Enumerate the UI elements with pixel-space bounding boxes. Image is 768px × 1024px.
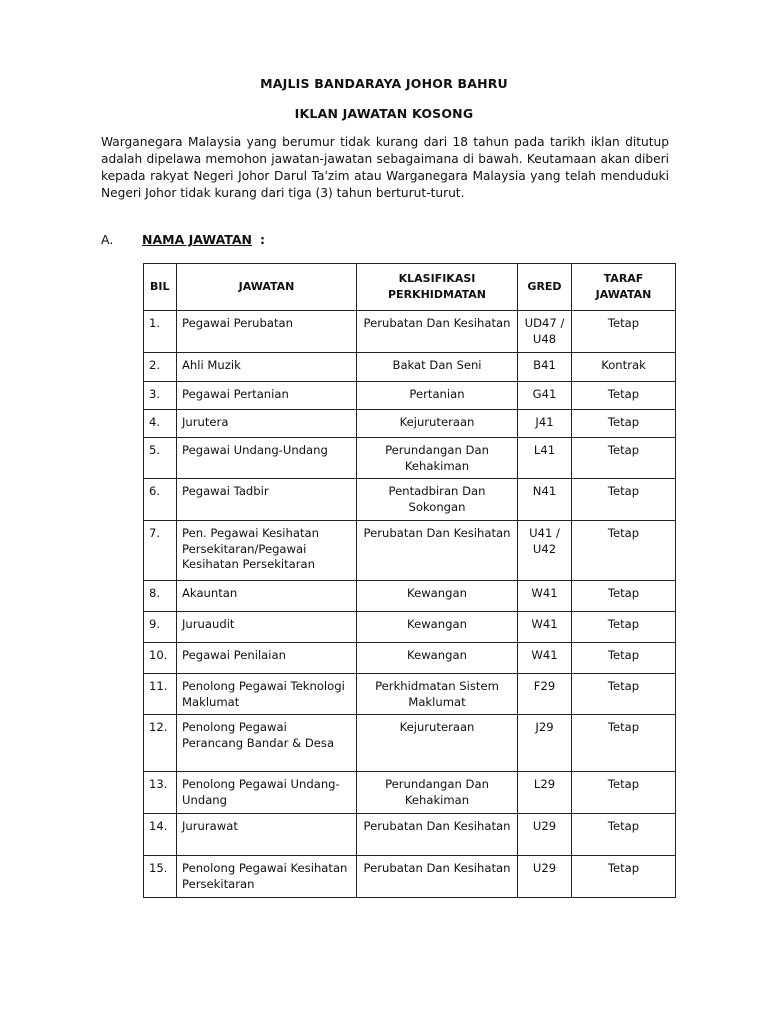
row-gred: U41 / U42 (518, 521, 572, 581)
row-gred: J29 (518, 715, 572, 772)
row-klasifikasi: Perubatan Dan Kesihatan (357, 814, 518, 856)
row-jawatan: Jururawat (177, 814, 357, 856)
table-row (144, 772, 676, 814)
row-taraf: Tetap (572, 382, 676, 410)
table-row (144, 856, 676, 898)
header-klasifikasi-line2: PERKHIDMATAN (388, 288, 486, 301)
row-klasifikasi: Pertanian (357, 382, 518, 410)
table-row (144, 438, 676, 479)
row-bil: 9. (144, 612, 177, 643)
row-taraf: Tetap (572, 581, 676, 612)
row-taraf: Tetap (572, 772, 676, 814)
row-taraf: Tetap (572, 674, 676, 715)
header-klasifikasi-line1: KLASIFIKASI (398, 272, 476, 285)
row-taraf: Tetap (572, 311, 676, 353)
header-taraf (572, 264, 676, 311)
row-jawatan: Jurutera (177, 410, 357, 438)
row-taraf: Tetap (572, 643, 676, 674)
document-subtitle: IKLAN JAWATAN KOSONG (294, 106, 474, 121)
row-jawatan: Pegawai Perubatan (177, 311, 357, 353)
row-jawatan: Juruaudit (177, 612, 357, 643)
table-row (144, 581, 676, 612)
row-klasifikasi: Kewangan (357, 612, 518, 643)
table-row (144, 521, 676, 581)
row-gred: W41 (518, 643, 572, 674)
table-row (144, 814, 676, 856)
header-bil: BIL (144, 264, 177, 311)
row-klasifikasi: Perubatan Dan Kesihatan (357, 856, 518, 898)
section-title: NAMA JAWATAN (142, 232, 252, 247)
section-heading (101, 232, 265, 247)
row-taraf: Tetap (572, 438, 676, 479)
row-jawatan: Penolong Pegawai Perancang Bandar & Desa (177, 715, 357, 772)
intro-paragraph: Warganegara Malaysia yang berumur tidak kurang dari 18 tahun pada tarikh iklan ditutup adalah dipelawa memohon jawatan-jawatan sebagaimana di bawah. Keutamaan akan diberi kepada rakyat Negeri Johor Darul Ta'zim atau Warganegara Malaysia yang telah menduduki Negeri Johor tidak kurang dari tiga (3) tahun berturut-turut. (101, 135, 669, 200)
vacancy-table (143, 263, 676, 898)
row-taraf: Tetap (572, 410, 676, 438)
row-bil: 3. (144, 382, 177, 410)
header-taraf-line2: JAWATAN (595, 288, 652, 301)
row-klasifikasi: Perundangan Dan Kehakiman (357, 438, 518, 479)
row-taraf: Tetap (572, 479, 676, 521)
row-klasifikasi: Perubatan Dan Kesihatan (357, 311, 518, 353)
table-row (144, 410, 676, 438)
row-klasifikasi: Kejuruteraan (357, 715, 518, 772)
row-bil: 12. (144, 715, 177, 772)
table-row (144, 382, 676, 410)
table-row (144, 643, 676, 674)
row-gred: L41 (518, 438, 572, 479)
table-row (144, 311, 676, 353)
row-taraf: Tetap (572, 856, 676, 898)
table-row (144, 674, 676, 715)
row-jawatan: Pegawai Penilaian (177, 643, 357, 674)
row-bil: 2. (144, 353, 177, 382)
row-jawatan: Penolong Pegawai Kesihatan Persekitaran (177, 856, 357, 898)
row-gred: B41 (518, 353, 572, 382)
row-taraf: Tetap (572, 612, 676, 643)
header-klasifikasi (357, 264, 518, 311)
row-klasifikasi: Perubatan Dan Kesihatan (357, 521, 518, 581)
row-bil: 10. (144, 643, 177, 674)
header-gred: GRED (518, 264, 572, 311)
row-taraf: Tetap (572, 814, 676, 856)
row-klasifikasi: Perkhidmatan Sistem Maklumat (357, 674, 518, 715)
row-gred: N41 (518, 479, 572, 521)
section-colon: : (259, 232, 265, 247)
row-gred: U29 (518, 856, 572, 898)
row-bil: 14. (144, 814, 177, 856)
row-gred: U29 (518, 814, 572, 856)
row-gred: W41 (518, 581, 572, 612)
header-taraf-line1: TARAF (603, 272, 644, 285)
row-bil: 11. (144, 674, 177, 715)
row-bil: 6. (144, 479, 177, 521)
row-jawatan: Pegawai Undang-Undang (177, 438, 357, 479)
row-bil: 15. (144, 856, 177, 898)
row-klasifikasi: Bakat Dan Seni (357, 353, 518, 382)
row-bil: 4. (144, 410, 177, 438)
row-bil: 8. (144, 581, 177, 612)
table-row (144, 353, 676, 382)
row-jawatan: Pen. Pegawai Kesihatan Persekitaran/Pegawai Kesihatan Persekitaran (177, 521, 357, 581)
row-bil: 13. (144, 772, 177, 814)
row-bil: 5. (144, 438, 177, 479)
row-taraf: Tetap (572, 521, 676, 581)
section-letter: A. (101, 232, 114, 247)
row-gred: UD47 / U48 (518, 311, 572, 353)
row-klasifikasi: Kewangan (357, 581, 518, 612)
table-header-row (144, 264, 676, 311)
row-gred: W41 (518, 612, 572, 643)
row-jawatan: Penolong Pegawai Undang-Undang (177, 772, 357, 814)
table-row (144, 715, 676, 772)
row-taraf: Kontrak (572, 353, 676, 382)
table-body (144, 311, 676, 898)
table-row (144, 479, 676, 521)
row-klasifikasi: Kejuruteraan (357, 410, 518, 438)
row-jawatan: Pegawai Pertanian (177, 382, 357, 410)
row-jawatan: Ahli Muzik (177, 353, 357, 382)
row-bil: 1. (144, 311, 177, 353)
row-bil: 7. (144, 521, 177, 581)
document-title: MAJLIS BANDARAYA JOHOR BAHRU (260, 76, 508, 91)
row-gred: G41 (518, 382, 572, 410)
row-taraf: Tetap (572, 715, 676, 772)
header-jawatan: JAWATAN (177, 264, 357, 311)
row-klasifikasi: Perundangan Dan Kehakiman (357, 772, 518, 814)
row-jawatan: Penolong Pegawai Teknologi Maklumat (177, 674, 357, 715)
row-klasifikasi: Pentadbiran Dan Sokongan (357, 479, 518, 521)
row-klasifikasi: Kewangan (357, 643, 518, 674)
table-row (144, 612, 676, 643)
row-jawatan: Pegawai Tadbir (177, 479, 357, 521)
row-gred: J41 (518, 410, 572, 438)
row-jawatan: Akauntan (177, 581, 357, 612)
row-gred: F29 (518, 674, 572, 715)
row-gred: L29 (518, 772, 572, 814)
